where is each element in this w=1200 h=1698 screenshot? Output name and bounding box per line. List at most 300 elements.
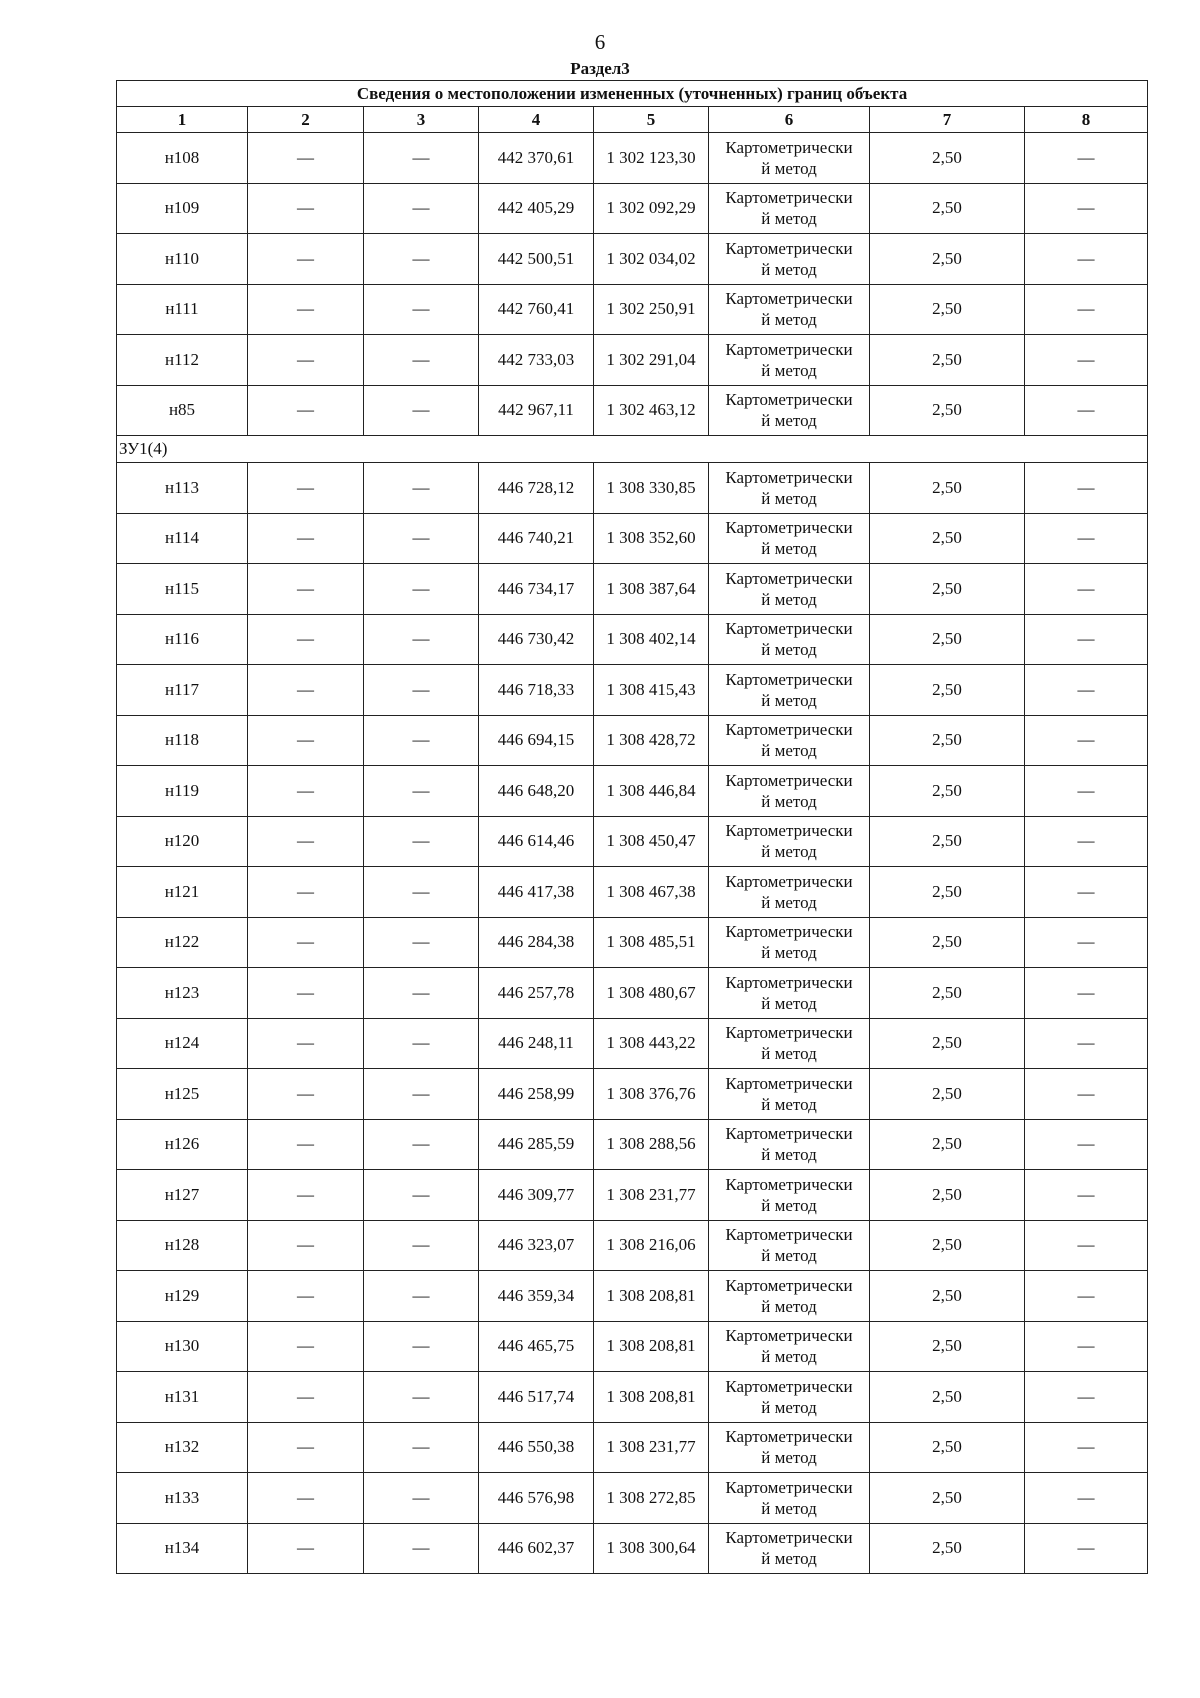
column-number: 4 [479, 107, 594, 133]
dash-cell: — [364, 867, 479, 918]
coordinate-x-cell: 446 728,12 [479, 463, 594, 514]
method-line: й метод [761, 1145, 817, 1165]
method-line: Картометрически [725, 871, 853, 891]
coordinate-x-cell: 446 258,99 [479, 1069, 594, 1120]
dash-cell: — [248, 1372, 364, 1423]
table-row [117, 284, 1148, 335]
dash-cell: — [248, 1119, 364, 1170]
method-line: Картометрически [725, 238, 853, 258]
coordinate-x-cell: 446 285,59 [479, 1119, 594, 1170]
accuracy-cell: 2,50 [870, 1220, 1025, 1271]
method-line: Картометрически [725, 568, 853, 588]
point-name-cell: н120 [117, 816, 248, 867]
method-line: й метод [761, 360, 817, 380]
table-row [117, 183, 1148, 234]
coordinate-x-cell: 446 359,34 [479, 1271, 594, 1322]
point-name-cell: н117 [117, 665, 248, 716]
coordinate-x-cell: 446 248,11 [479, 1018, 594, 1069]
table-caption-row [117, 81, 1148, 107]
dash-cell: — [248, 917, 364, 968]
method-cell [709, 183, 870, 234]
accuracy-cell: 2,50 [870, 917, 1025, 968]
accuracy-cell: 2,50 [870, 1119, 1025, 1170]
method-line: й метод [761, 791, 817, 811]
method-cell [709, 1069, 870, 1120]
dash-cell: — [1025, 1119, 1148, 1170]
table-row [117, 1271, 1148, 1322]
method-cell [709, 614, 870, 665]
dash-cell: — [1025, 1321, 1148, 1372]
dash-cell: — [364, 1271, 479, 1322]
method-line: й метод [761, 943, 817, 963]
table-row [117, 1220, 1148, 1271]
coordinate-y-cell: 1 308 415,43 [594, 665, 709, 716]
dash-cell: — [364, 1119, 479, 1170]
method-line: Картометрически [725, 972, 853, 992]
dash-cell: — [248, 968, 364, 1019]
point-name-cell: н125 [117, 1069, 248, 1120]
dash-cell: — [364, 234, 479, 285]
accuracy-cell: 2,50 [870, 1271, 1025, 1322]
dash-cell: — [248, 1473, 364, 1524]
coordinate-x-cell: 446 309,77 [479, 1170, 594, 1221]
dash-cell: — [364, 564, 479, 615]
method-line: й метод [761, 1347, 817, 1367]
method-line: й метод [761, 1296, 817, 1316]
coordinate-y-cell: 1 308 443,22 [594, 1018, 709, 1069]
method-line: й метод [761, 1195, 817, 1215]
dash-cell: — [364, 1170, 479, 1221]
method-line: й метод [761, 539, 817, 559]
method-cell [709, 766, 870, 817]
table-row [117, 1018, 1148, 1069]
point-name-cell: н110 [117, 234, 248, 285]
method-line: Картометрически [725, 137, 853, 157]
point-name-cell: н123 [117, 968, 248, 1019]
coordinate-y-cell: 1 302 250,91 [594, 284, 709, 335]
coordinate-x-cell: 446 284,38 [479, 917, 594, 968]
method-line: й метод [761, 690, 817, 710]
coordinate-y-cell: 1 302 034,02 [594, 234, 709, 285]
dash-cell: — [1025, 463, 1148, 514]
method-cell [709, 1170, 870, 1221]
point-name-cell: н109 [117, 183, 248, 234]
dash-cell: — [248, 1321, 364, 1372]
dash-cell: — [248, 715, 364, 766]
accuracy-cell: 2,50 [870, 766, 1025, 817]
coordinate-y-cell: 1 308 208,81 [594, 1271, 709, 1322]
accuracy-cell: 2,50 [870, 665, 1025, 716]
dash-cell: — [364, 1422, 479, 1473]
method-cell [709, 385, 870, 436]
method-cell [709, 234, 870, 285]
table-row [117, 1119, 1148, 1170]
dash-cell: — [1025, 1473, 1148, 1524]
point-name-cell: н133 [117, 1473, 248, 1524]
method-line: Картометрически [725, 1477, 853, 1497]
method-line: й метод [761, 209, 817, 229]
table-caption: Сведения о местоположении измененных (уточненных) границ объекта [117, 81, 1148, 107]
method-line: Картометрически [725, 188, 853, 208]
dash-cell: — [364, 335, 479, 386]
table-row [117, 133, 1148, 184]
dash-cell: — [1025, 335, 1148, 386]
dash-cell: — [1025, 513, 1148, 564]
point-name-cell: н113 [117, 463, 248, 514]
method-line: Картометрически [725, 1023, 853, 1043]
dash-cell: — [364, 766, 479, 817]
dash-cell: — [1025, 665, 1148, 716]
coordinate-y-cell: 1 308 485,51 [594, 917, 709, 968]
coordinate-x-cell: 442 760,41 [479, 284, 594, 335]
dash-cell: — [364, 1018, 479, 1069]
method-line: й метод [761, 1397, 817, 1417]
accuracy-cell: 2,50 [870, 1372, 1025, 1423]
dash-cell: — [364, 968, 479, 1019]
column-number: 1 [117, 107, 248, 133]
method-line: Картометрически [725, 669, 853, 689]
point-name-cell: н122 [117, 917, 248, 968]
table-row [117, 1170, 1148, 1221]
point-name-cell: н130 [117, 1321, 248, 1372]
dash-cell: — [248, 284, 364, 335]
dash-cell: — [364, 614, 479, 665]
method-cell [709, 1422, 870, 1473]
table-row [117, 1473, 1148, 1524]
coordinate-y-cell: 1 302 291,04 [594, 335, 709, 386]
dash-cell: — [248, 183, 364, 234]
coordinate-x-cell: 446 257,78 [479, 968, 594, 1019]
dash-cell: — [248, 234, 364, 285]
group-label: ЗУ1(4) [117, 436, 1148, 463]
dash-cell: — [1025, 1271, 1148, 1322]
method-line: Картометрически [725, 1073, 853, 1093]
coordinate-y-cell: 1 308 208,81 [594, 1321, 709, 1372]
coordinate-x-cell: 442 370,61 [479, 133, 594, 184]
method-line: й метод [761, 1044, 817, 1064]
dash-cell: — [1025, 183, 1148, 234]
section-title: Раздел3 [570, 59, 630, 78]
dash-cell: — [1025, 385, 1148, 436]
dash-cell: — [1025, 867, 1148, 918]
coordinate-y-cell: 1 308 216,06 [594, 1220, 709, 1271]
dash-cell: — [364, 1473, 479, 1524]
method-line: Картометрически [725, 1124, 853, 1144]
table-row [117, 1069, 1148, 1120]
table-row [117, 665, 1148, 716]
accuracy-cell: 2,50 [870, 1018, 1025, 1069]
accuracy-cell: 2,50 [870, 564, 1025, 615]
table-row [117, 715, 1148, 766]
method-cell [709, 917, 870, 968]
boundary-points-table [116, 80, 1148, 1574]
method-line: й метод [761, 488, 817, 508]
coordinate-x-cell: 446 550,38 [479, 1422, 594, 1473]
method-line: й метод [761, 589, 817, 609]
method-cell [709, 1271, 870, 1322]
dash-cell: — [1025, 614, 1148, 665]
accuracy-cell: 2,50 [870, 513, 1025, 564]
accuracy-cell: 2,50 [870, 816, 1025, 867]
table-row [117, 463, 1148, 514]
method-line: й метод [761, 993, 817, 1013]
method-cell [709, 1473, 870, 1524]
accuracy-cell: 2,50 [870, 183, 1025, 234]
coordinate-y-cell: 1 302 092,29 [594, 183, 709, 234]
point-name-cell: н114 [117, 513, 248, 564]
dash-cell: — [364, 133, 479, 184]
dash-cell: — [248, 1220, 364, 1271]
method-cell [709, 867, 870, 918]
dash-cell: — [364, 715, 479, 766]
method-line: Картометрически [725, 1528, 853, 1548]
coordinate-y-cell: 1 308 288,56 [594, 1119, 709, 1170]
table-row [117, 564, 1148, 615]
coordinate-y-cell: 1 308 272,85 [594, 1473, 709, 1524]
accuracy-cell: 2,50 [870, 1170, 1025, 1221]
method-cell [709, 1372, 870, 1423]
dash-cell: — [1025, 1069, 1148, 1120]
coordinate-y-cell: 1 308 231,77 [594, 1170, 709, 1221]
method-line: й метод [761, 259, 817, 279]
method-cell [709, 564, 870, 615]
method-cell [709, 513, 870, 564]
method-cell [709, 463, 870, 514]
method-cell [709, 1119, 870, 1170]
method-line: Картометрически [725, 1427, 853, 1447]
coordinate-y-cell: 1 308 300,64 [594, 1523, 709, 1574]
accuracy-cell: 2,50 [870, 1422, 1025, 1473]
table-row [117, 234, 1148, 285]
dash-cell: — [1025, 1372, 1148, 1423]
coordinate-y-cell: 1 308 231,77 [594, 1422, 709, 1473]
dash-cell: — [364, 665, 479, 716]
method-line: Картометрически [725, 518, 853, 538]
column-number: 2 [248, 107, 364, 133]
coordinate-y-cell: 1 308 208,81 [594, 1372, 709, 1423]
method-line: Картометрически [725, 720, 853, 740]
method-line: Картометрически [725, 1376, 853, 1396]
coordinate-y-cell: 1 302 123,30 [594, 133, 709, 184]
dash-cell: — [248, 335, 364, 386]
dash-cell: — [248, 513, 364, 564]
dash-cell: — [248, 463, 364, 514]
coordinate-x-cell: 446 323,07 [479, 1220, 594, 1271]
table-row [117, 385, 1148, 436]
table-row [117, 1372, 1148, 1423]
coordinate-x-cell: 442 405,29 [479, 183, 594, 234]
method-line: й метод [761, 1498, 817, 1518]
dash-cell: — [364, 513, 479, 564]
point-name-cell: н115 [117, 564, 248, 615]
coordinate-y-cell: 1 308 450,47 [594, 816, 709, 867]
dash-cell: — [364, 284, 479, 335]
point-name-cell: н126 [117, 1119, 248, 1170]
page-number: 6 [594, 30, 606, 54]
coordinate-y-cell: 1 308 428,72 [594, 715, 709, 766]
dash-cell: — [364, 917, 479, 968]
method-line: Картометрически [725, 1326, 853, 1346]
method-line: Картометрически [725, 289, 853, 309]
accuracy-cell: 2,50 [870, 867, 1025, 918]
coordinate-x-cell: 446 576,98 [479, 1473, 594, 1524]
method-line: й метод [761, 1094, 817, 1114]
table-row [117, 917, 1148, 968]
coordinate-x-cell: 446 730,42 [479, 614, 594, 665]
dash-cell: — [248, 1069, 364, 1120]
coordinate-y-cell: 1 308 376,76 [594, 1069, 709, 1120]
accuracy-cell: 2,50 [870, 284, 1025, 335]
dash-cell: — [364, 385, 479, 436]
accuracy-cell: 2,50 [870, 1523, 1025, 1574]
point-name-cell: н118 [117, 715, 248, 766]
point-name-cell: н119 [117, 766, 248, 817]
method-cell [709, 715, 870, 766]
accuracy-cell: 2,50 [870, 234, 1025, 285]
dash-cell: — [1025, 284, 1148, 335]
dash-cell: — [364, 816, 479, 867]
dash-cell: — [1025, 715, 1148, 766]
column-number: 6 [709, 107, 870, 133]
accuracy-cell: 2,50 [870, 463, 1025, 514]
coordinate-x-cell: 442 500,51 [479, 234, 594, 285]
dash-cell: — [1025, 1170, 1148, 1221]
method-line: Картометрически [725, 821, 853, 841]
dash-cell: — [248, 564, 364, 615]
method-line: Картометрически [725, 390, 853, 410]
method-cell [709, 335, 870, 386]
table-row [117, 335, 1148, 386]
accuracy-cell: 2,50 [870, 1069, 1025, 1120]
point-name-cell: н108 [117, 133, 248, 184]
column-number: 7 [870, 107, 1025, 133]
dash-cell: — [364, 1523, 479, 1574]
group-header-row [117, 436, 1148, 463]
method-line: й метод [761, 842, 817, 862]
dash-cell: — [248, 867, 364, 918]
coordinate-y-cell: 1 308 387,64 [594, 564, 709, 615]
accuracy-cell: 2,50 [870, 133, 1025, 184]
dash-cell: — [364, 463, 479, 514]
coordinate-y-cell: 1 302 463,12 [594, 385, 709, 436]
coordinate-x-cell: 446 417,38 [479, 867, 594, 918]
method-line: Картометрически [725, 770, 853, 790]
dash-cell: — [1025, 766, 1148, 817]
accuracy-cell: 2,50 [870, 715, 1025, 766]
coordinate-y-cell: 1 308 352,60 [594, 513, 709, 564]
method-line: й метод [761, 411, 817, 431]
dash-cell: — [1025, 1220, 1148, 1271]
table-row [117, 1422, 1148, 1473]
coordinate-x-cell: 446 648,20 [479, 766, 594, 817]
accuracy-cell: 2,50 [870, 968, 1025, 1019]
coordinate-x-cell: 442 967,11 [479, 385, 594, 436]
dash-cell: — [248, 614, 364, 665]
dash-cell: — [1025, 133, 1148, 184]
accuracy-cell: 2,50 [870, 1473, 1025, 1524]
coordinate-y-cell: 1 308 446,84 [594, 766, 709, 817]
method-cell [709, 968, 870, 1019]
point-name-cell: н134 [117, 1523, 248, 1574]
dash-cell: — [1025, 1523, 1148, 1574]
method-line: й метод [761, 741, 817, 761]
coordinate-x-cell: 446 614,46 [479, 816, 594, 867]
dash-cell: — [1025, 917, 1148, 968]
point-name-cell: н116 [117, 614, 248, 665]
coordinate-y-cell: 1 308 330,85 [594, 463, 709, 514]
method-cell [709, 1220, 870, 1271]
coordinate-x-cell: 442 733,03 [479, 335, 594, 386]
method-line: й метод [761, 1549, 817, 1569]
dash-cell: — [248, 816, 364, 867]
column-number: 8 [1025, 107, 1148, 133]
coordinate-y-cell: 1 308 467,38 [594, 867, 709, 918]
point-name-cell: н121 [117, 867, 248, 918]
dash-cell: — [248, 766, 364, 817]
column-number: 5 [594, 107, 709, 133]
point-name-cell: н124 [117, 1018, 248, 1069]
point-name-cell: н132 [117, 1422, 248, 1473]
method-cell [709, 133, 870, 184]
method-line: Картометрически [725, 467, 853, 487]
point-name-cell: н112 [117, 335, 248, 386]
point-name-cell: н129 [117, 1271, 248, 1322]
point-name-cell: н131 [117, 1372, 248, 1423]
method-line: й метод [761, 892, 817, 912]
coordinate-x-cell: 446 694,15 [479, 715, 594, 766]
dash-cell: — [248, 385, 364, 436]
accuracy-cell: 2,50 [870, 385, 1025, 436]
method-cell [709, 1321, 870, 1372]
dash-cell: — [248, 1271, 364, 1322]
method-line: Картометрически [725, 1275, 853, 1295]
dash-cell: — [248, 1170, 364, 1221]
coordinate-x-cell: 446 734,17 [479, 564, 594, 615]
dash-cell: — [1025, 1422, 1148, 1473]
dash-cell: — [1025, 234, 1148, 285]
dash-cell: — [364, 1372, 479, 1423]
table-row [117, 1321, 1148, 1372]
method-line: Картометрически [725, 1174, 853, 1194]
dash-cell: — [364, 1069, 479, 1120]
accuracy-cell: 2,50 [870, 1321, 1025, 1372]
method-cell [709, 1018, 870, 1069]
table-row [117, 968, 1148, 1019]
column-number-row [117, 107, 1148, 133]
dash-cell: — [248, 1018, 364, 1069]
method-cell [709, 665, 870, 716]
method-line: й метод [761, 158, 817, 178]
column-number: 3 [364, 107, 479, 133]
dash-cell: — [248, 133, 364, 184]
method-line: Картометрически [725, 922, 853, 942]
dash-cell: — [248, 1523, 364, 1574]
dash-cell: — [1025, 816, 1148, 867]
dash-cell: — [1025, 564, 1148, 615]
dash-cell: — [364, 183, 479, 234]
method-line: й метод [761, 310, 817, 330]
table-row [117, 867, 1148, 918]
coordinate-y-cell: 1 308 480,67 [594, 968, 709, 1019]
method-line: й метод [761, 1448, 817, 1468]
method-cell [709, 1523, 870, 1574]
dash-cell: — [364, 1321, 479, 1372]
coordinate-x-cell: 446 740,21 [479, 513, 594, 564]
point-name-cell: н128 [117, 1220, 248, 1271]
point-name-cell: н85 [117, 385, 248, 436]
method-cell [709, 816, 870, 867]
accuracy-cell: 2,50 [870, 335, 1025, 386]
